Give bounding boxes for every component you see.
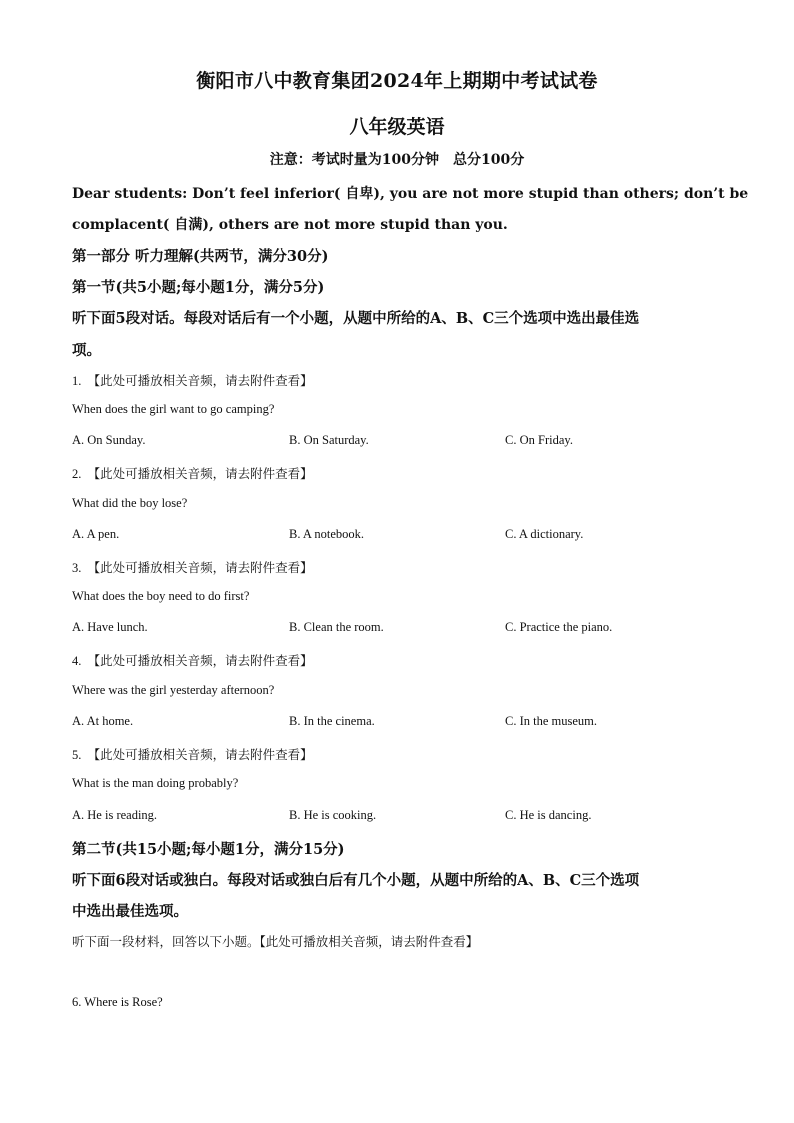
question-3-text: What does the boy need to do first? xyxy=(72,589,250,603)
section1-heading: 第一节(共5小题;每小题1分，满分5分) xyxy=(72,279,325,296)
question-4-option-b[interactable]: B. In the cinema. xyxy=(289,714,375,728)
question-4-audio[interactable]: 4. 【此处可播放相关音频，请去附件查看】 xyxy=(72,654,313,668)
question-3-audio[interactable]: 3. 【此处可播放相关音频，请去附件查看】 xyxy=(72,561,313,575)
question-5-option-c[interactable]: C. He is dancing. xyxy=(505,808,592,822)
question-5-text: What is the man doing probably? xyxy=(72,776,239,790)
part1-heading: 第一部分 听力理解(共两节，满分30分) xyxy=(72,248,329,265)
question-1-text: When does the girl want to go camping? xyxy=(72,402,275,416)
question-4-option-a[interactable]: A. At home. xyxy=(72,714,134,728)
section2-heading: 第二节(共15小题;每小题1分，满分15分) xyxy=(72,841,345,858)
question-5-option-b[interactable]: B. He is cooking. xyxy=(289,808,377,822)
exam-note: 注意：考试时量为100分钟 总分100分 xyxy=(269,152,525,168)
question-1-option-a[interactable]: A. On Sunday. xyxy=(72,433,146,447)
question-6-text: 6. Where is Rose? xyxy=(72,995,163,1009)
question-1-audio[interactable]: 1. 【此处可播放相关音频，请去附件查看】 xyxy=(72,374,313,388)
question-1-option-b[interactable]: B. On Saturday. xyxy=(289,433,369,447)
question-3-option-c[interactable]: C. Practice the piano. xyxy=(505,620,613,634)
question-3-option-a[interactable]: A. Have lunch. xyxy=(72,620,148,634)
question-5-option-a[interactable]: A. He is reading. xyxy=(72,808,158,822)
question-2-option-a[interactable]: A. A pen. xyxy=(72,527,120,541)
question-5-audio[interactable]: 5. 【此处可播放相关音频，请去附件查看】 xyxy=(72,748,313,762)
section2-material-audio[interactable]: 听下面一段材料，回答以下小题。【此处可播放相关音频，请去附件查看】 xyxy=(72,935,479,949)
section2-instructions-1: 听下面6段对话或独白。每段对话或独白后有几个小题，从题中所给的A、B、C三个选项 xyxy=(72,872,640,889)
exam-title: 衡阳市八中教育集团2024年上期期中考试试卷 xyxy=(196,70,598,92)
question-2-option-c[interactable]: C. A dictionary. xyxy=(505,527,584,541)
section1-instructions-1: 听下面5段对话。每段对话后有一个小题，从题中所给的A、B、C三个选项中选出最佳选 xyxy=(72,310,640,327)
intro-line-1: Dear students: Don’t feel inferior( 自卑), you are not more stupid than others; don’t be xyxy=(72,186,749,202)
question-2-option-b[interactable]: B. A notebook. xyxy=(289,527,365,541)
question-4-text: Where was the girl yesterday afternoon? xyxy=(72,683,275,697)
section2-instructions-2: 中选出最佳选项。 xyxy=(72,903,188,920)
question-3-option-b[interactable]: B. Clean the room. xyxy=(289,620,384,634)
question-2-text: What did the boy lose? xyxy=(72,496,188,510)
section1-instructions-2: 项。 xyxy=(72,342,101,359)
question-2-audio[interactable]: 2. 【此处可播放相关音频，请去附件查看】 xyxy=(72,467,313,481)
intro-line-2: complacent( 自满), others are not more stupid than you. xyxy=(72,217,508,233)
question-1-option-c[interactable]: C. On Friday. xyxy=(505,433,573,447)
exam-subtitle: 八年级英语 xyxy=(349,116,445,138)
question-4-option-c[interactable]: C. In the museum. xyxy=(505,714,598,728)
